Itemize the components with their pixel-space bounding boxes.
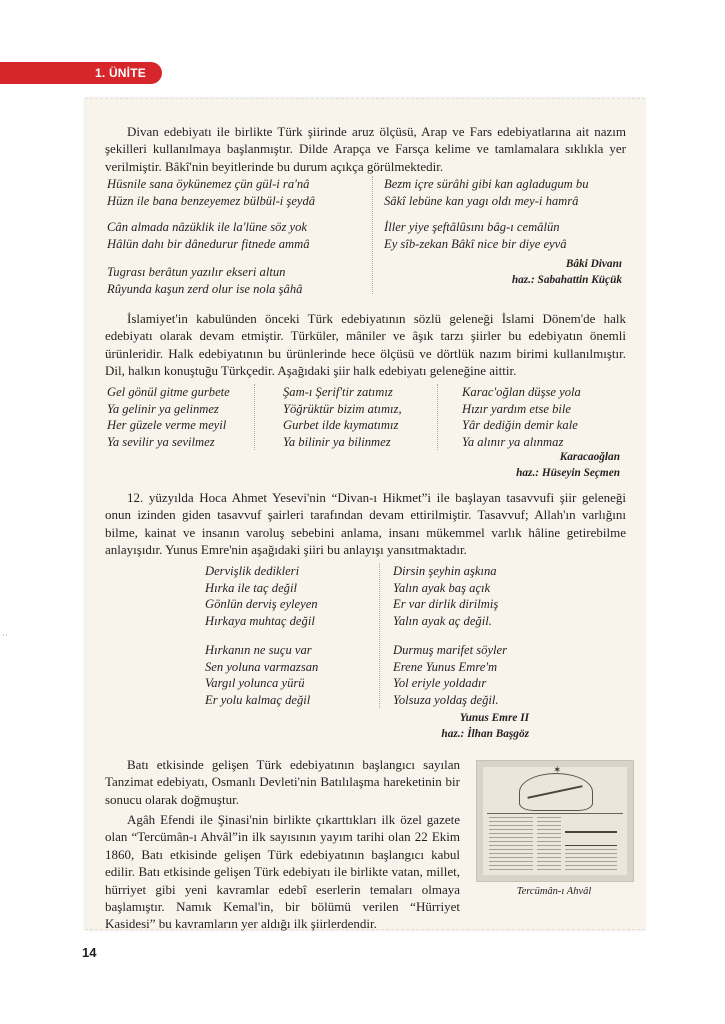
- poem-line: Yâr dediğin demir kale: [462, 418, 578, 433]
- photo-caption: Tercümân-ı Ahvâl: [516, 886, 592, 897]
- unit-label: 1. ÜNİTE: [95, 66, 146, 80]
- baki-poem-right-1: [384, 176, 589, 209]
- poem-line: Dervişlik dedikleri: [205, 564, 300, 578]
- poem-divider: [437, 384, 438, 450]
- yunus-source: [441, 711, 529, 742]
- baki-source: [512, 257, 622, 288]
- poem-line: Hırkaya muhtaç değil: [205, 614, 315, 629]
- source-editor: haz.: Hüseyin Seçmen: [516, 466, 620, 479]
- poem-line: Şam-ı Şerif'tir zatımız: [283, 385, 393, 399]
- poem-line: Ya gelinir ya gelinmez: [107, 401, 219, 416]
- poem-line: Sen yoluna varmazsan: [205, 659, 319, 674]
- poem-line: Karac'oğlan düşse yola: [462, 385, 581, 399]
- karacaoglan-col-2: [283, 384, 402, 451]
- page-number: 14: [82, 945, 97, 960]
- poem-line: Her güzele verme meyil: [107, 418, 227, 433]
- baki-poem-left-2: [107, 219, 310, 252]
- paragraph-tasavvuf: 12. yüzyılda Hoca Ahmet Yesevi'nin “Divan-ı Hikmet”i ile başlayan tasavvufi şiir geleneği onun izinden giden tasavvuf şairleri tarafından devam ettirilmiştir. Tasavvuf; Allah'ın varlığını bilme, kainat ve insanın varoluş sebebini anlama, insanı mükemmel varlık hâline getirebilme anlayışıdır. Yunus Emre'nin aşağıdaki şiiri bu anlayışı yansıtmaktadır.: [105, 490, 626, 558]
- yunus-poem-right-1: [393, 563, 498, 630]
- paragraph-divan: Divan edebiyatı ile birlikte Türk şiirinde aruz ölçüsü, Arap ve Fars edebiyatlarına ait nazım şekilleri kullanılmaya başlanmıştır. Dilde Arapça ve Farsça kelime ve tamlamalara sıklıkla yer verilmiştir. Bâkî'nin beyitlerinde bu durum açıkça görülmektedir.: [105, 124, 626, 174]
- poem-line: Erene Yunus Emre'm: [393, 659, 498, 674]
- source-editor: haz.: Sabahattin Küçük: [511, 273, 622, 286]
- text-column: [565, 849, 617, 873]
- paragraph-tercuman: Agâh Efendi ile Şinasi'nin birlikte çıkarttıkları ilk özel gazete olan “Tercümân-ı Ahvâl”in ilk sayısının yayım tarihi olan 22 Ekim 1860, Batı etkisinde gelişen Türk edebiyatının başlangıcı kabul edilir. Batı etkisinde gelişen Türk edebiyatı ile birlikte vatan, millet, hürriyet gibi yeni kavramlar edebî eserlerin temaları olmaya başlamıştır. Namık Kemal'in, bir bölümü verilen “Hürriyet Kasidesi” bu kavramların yer aldığı ilk şiirlerdendir.: [105, 812, 460, 932]
- poem-line: Rûyunda kaşun zerd olur ise nola şâhâ: [107, 281, 303, 296]
- newspaper-page: [483, 767, 627, 875]
- karacaoglan-source: [516, 450, 620, 481]
- baki-poem-left-1: [107, 176, 315, 209]
- poem-line: Tugrası berâtun yazılır ekseri altun: [107, 265, 286, 279]
- baki-poem-left-3: [107, 264, 302, 297]
- yunus-poem-right-2: [393, 642, 507, 709]
- poem-line: Ya alınır ya alınmaz: [462, 435, 564, 450]
- poem-line: Hırkanın ne suçu var: [205, 643, 312, 657]
- article-heading: [565, 831, 617, 846]
- poem-line: Hüzn ile bana benzeyemez bülbül-i şeydâ: [107, 193, 316, 208]
- poem-line: Hızır yardım etse bile: [462, 401, 572, 416]
- yunus-poem-left-2: [205, 642, 318, 709]
- poem-line: Durmuş marifet söyler: [393, 643, 508, 657]
- poem-divider: [372, 176, 373, 294]
- poem-line: Er var dirlik dirilmiş: [393, 597, 499, 612]
- poem-line: Dirsin şeyhin aşkına: [393, 564, 497, 578]
- karacaoglan-col-3: [462, 384, 581, 451]
- source-editor: haz.: İlhan Başgöz: [441, 727, 529, 740]
- poem-line: Yalın ayak baş açık: [393, 580, 491, 595]
- poem-line: Yol eriyle yoldadır: [393, 676, 487, 691]
- poem-line: Ey sîb-zekan Bâkî nice bir diye eyvâ: [384, 236, 567, 251]
- poem-line: Yolsuza yoldaş değil.: [393, 693, 499, 708]
- poem-line: Gurbet ilde kıymatımız: [283, 418, 399, 433]
- poem-line: Hüsnile sana öykünemez çün gül-i ra'nâ: [107, 177, 310, 191]
- newspaper-photo: [476, 760, 634, 882]
- yunus-poem-left-1: [205, 563, 318, 630]
- baki-poem-right-2: [384, 219, 567, 252]
- source-title: Yunus Emre II: [459, 712, 529, 724]
- poem-line: Vargıl yolunca yürü: [205, 676, 305, 691]
- poem-line: Sâkî lebüne kan yagı oldı mey-i hamrâ: [384, 193, 579, 208]
- poem-line: Er yolu kalmaç değil: [205, 693, 311, 708]
- masthead-rule: [487, 813, 623, 814]
- paragraph-tanzimat: Batı etkisinde gelişen Türk edebiyatının başlangıcı sayılan Tanzimat edebiyatı, Osmanlı Devleti'nin Batılılaşma hareketinin bir sonucu olarak doğmuştur.: [105, 757, 460, 807]
- poem-line: Gönlün derviş eyleyen: [205, 597, 318, 612]
- poem-line: Bezm içre sürâhi gibi kan agladugum bu: [384, 177, 589, 191]
- star-icon: ✶: [553, 765, 562, 776]
- karacaoglan-col-1: [107, 384, 230, 451]
- unit-tab: [0, 62, 162, 84]
- poem-line: Ya bilinir ya bilinmez: [283, 435, 391, 450]
- poem-line: Hırka ile taç değil: [205, 580, 297, 595]
- poem-divider: [254, 384, 255, 450]
- poem-line: Ya sevilir ya sevilmez: [107, 435, 215, 450]
- poem-line: Gel gönül gitme gurbete: [107, 385, 230, 399]
- poem-line: Yöğrüktür bizim atımız,: [283, 401, 402, 416]
- source-title: Bâki Divanı: [565, 258, 622, 270]
- poem-line: Yalın ayak aç değil.: [393, 614, 492, 629]
- edge-marks: ··: [2, 630, 8, 640]
- poem-line: İller yiye şeftâlûsını bâg-ı cemâlün: [384, 220, 560, 234]
- poem-divider: [379, 563, 380, 708]
- source-title: Karacaoğlan: [559, 451, 620, 463]
- poem-line: Cân almada nâzüklik ile la'lüne söz yok: [107, 220, 307, 234]
- paragraph-halk: İslamiyet'in kabulünden önceki Türk edebiyatının sözlü geleneği İslami Dönem'de halk edebiyatı olarak devam etmiştir. Türküler, mâniler ve âşık tarzı şiirler bu edebiyatın önemli ürünleridir. Halk edebiyatının bu ürünlerinde hece ölçüsü ve dörtlük nazım birimi kullanılmıştır. Dil, halkın konuştuğu Türkçedir. Aşağıdaki şiir halk edebiyatı geleneğine aittir.: [105, 311, 626, 379]
- poem-line: Hâlün dahı bir dânedurur fitnede ammâ: [107, 236, 310, 251]
- text-column: [489, 817, 533, 873]
- text-column: [537, 817, 561, 873]
